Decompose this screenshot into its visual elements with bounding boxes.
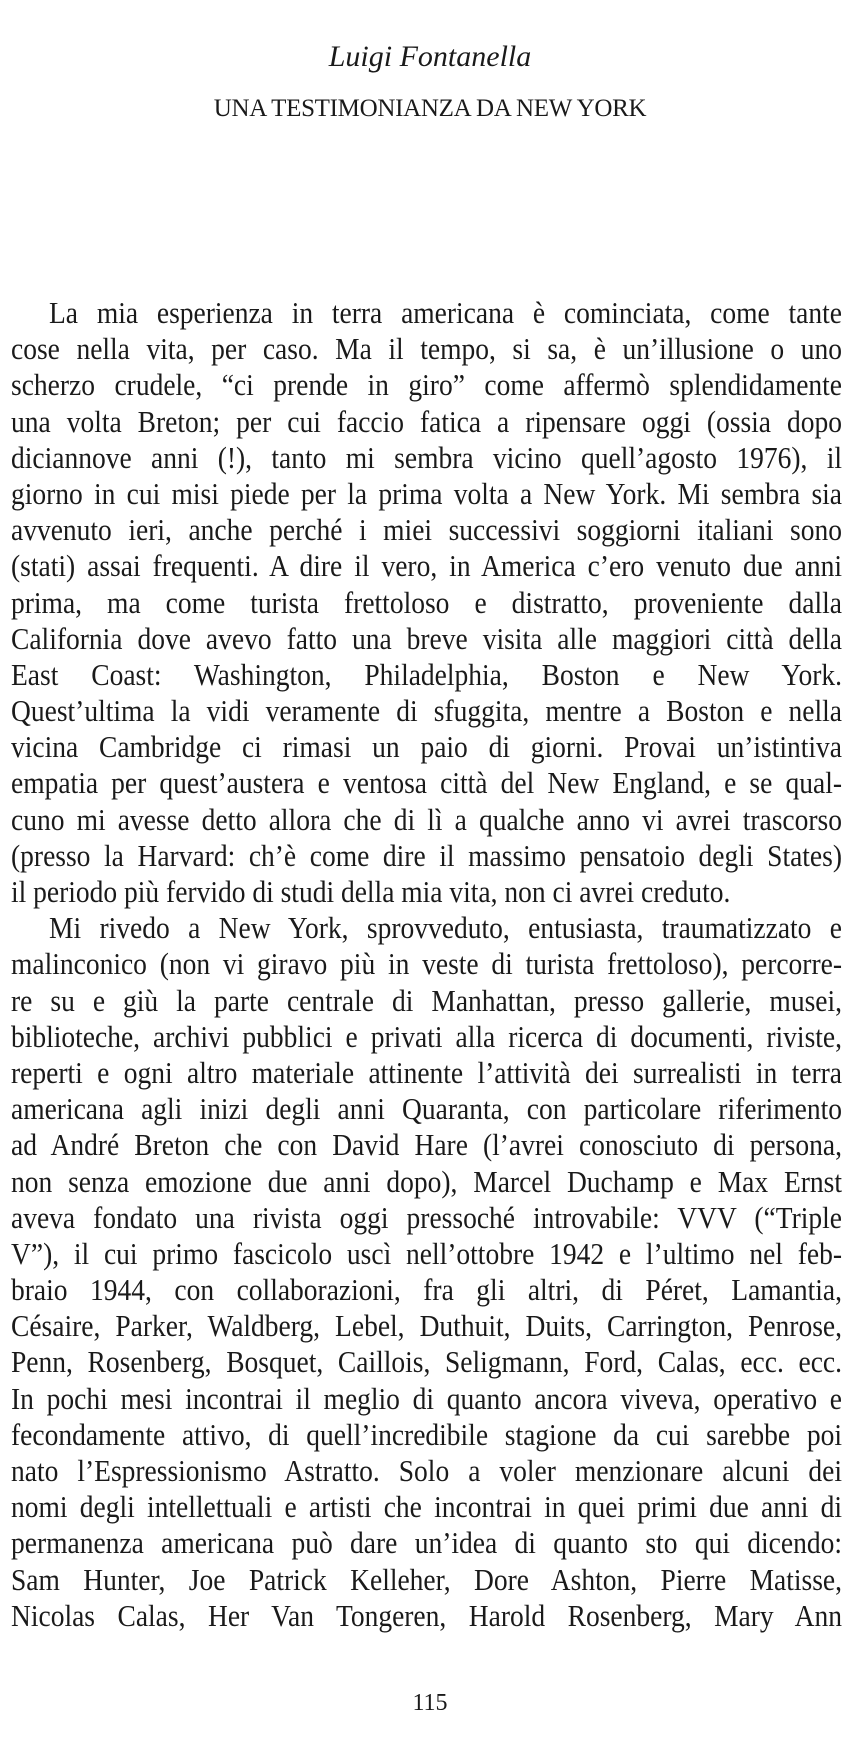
text-line: avvenuto ieri, anche perché i miei successivi soggiorni italiani sono bbox=[11, 512, 842, 547]
text-line: aveva fondato una rivista oggi pressoché introvabile: VVV (“Triple bbox=[11, 1200, 842, 1235]
text-line: non senza emozione due anni dopo), Marcel Duchamp e Max Ernst bbox=[11, 1163, 842, 1198]
body-text bbox=[11, 295, 842, 1634]
text-line: malinconico (non vi giravo più in veste di turista frettoloso), percorre- bbox=[11, 946, 842, 981]
article-title: UNA TESTIMONIANZA DA NEW YORK bbox=[213, 95, 647, 122]
text-line: giorno in cui misi piede per la prima volta a New York. Mi sembra sia bbox=[11, 476, 842, 511]
text-line: biblioteche, archivi pubblici e privati alla ricerca di documenti, riviste, bbox=[11, 1019, 842, 1054]
text-line: prima, ma come turista frettoloso e distratto, proveniente dalla bbox=[11, 584, 842, 619]
text-line: East Coast: Washington, Philadelphia, Boston e New York. bbox=[11, 657, 842, 692]
text-line: Sam Hunter, Joe Patrick Kelleher, Dore Ashton, Pierre Matisse, bbox=[11, 1561, 842, 1597]
text-line: reperti e ogni altro materiale attinente l’attività dei surrealisti in terra bbox=[11, 1055, 842, 1090]
text-line: Quest’ultima la vidi veramente di sfuggita, mentre a Boston e nella bbox=[11, 693, 842, 728]
text-line: scherzo crudele, “ci prende in giro” come affermò splendidamente bbox=[11, 367, 842, 402]
paragraph bbox=[11, 295, 842, 910]
text-line: cose nella vita, per caso. Ma il tempo, si sa, è un’illusione o uno bbox=[11, 331, 842, 366]
text-line: fecondamente attivo, di quell’incredibile stagione da cui sarebbe poi bbox=[11, 1417, 842, 1452]
text-line: In pochi mesi incontrai il meglio di quanto ancora viveva, operativo e bbox=[11, 1381, 842, 1416]
text-line: V”), il cui primo fascicolo uscì nell’ottobre 1942 e l’ultimo nel feb- bbox=[11, 1236, 842, 1271]
text-line: braio 1944, con collaborazioni, fra gli altri, di Péret, Lamantia, bbox=[11, 1272, 842, 1307]
text-line: empatia per quest’austera e ventosa città del New England, e se qual- bbox=[11, 765, 842, 800]
text-line: re su e giù la parte centrale di Manhattan, presso gallerie, musei, bbox=[11, 982, 842, 1018]
text-line: La mia esperienza in terra americana è cominciata, come tante bbox=[49, 295, 842, 330]
paragraph bbox=[11, 910, 842, 1634]
text-line: Penn, Rosenberg, Bosquet, Caillois, Seligmann, Ford, Calas, ecc. ecc. bbox=[11, 1344, 842, 1379]
text-line: California dove avevo fatto una breve visita alle maggiori città della bbox=[11, 621, 842, 656]
text-line: nomi degli intellettuali e artisti che incontrai in quei primi due anni di bbox=[11, 1489, 842, 1524]
text-line: ad André Breton che con David Hare (l’avrei conosciuto di persona, bbox=[11, 1127, 842, 1162]
text-line: Mi rivedo a New York, sprovveduto, entusiasta, traumatizzato e bbox=[49, 910, 842, 945]
page-number: 115 bbox=[412, 1690, 448, 1716]
text-line: vicina Cambridge ci rimasi un paio di giorni. Provai un’istintiva bbox=[11, 729, 842, 764]
text-line: una volta Breton; per cui faccio fatica a ripensare oggi (ossia dopo bbox=[11, 403, 842, 439]
author-name: Luigi Fontanella bbox=[328, 40, 532, 73]
text-line: americana agli inizi degli anni Quaranta, con particolare riferimento bbox=[11, 1091, 842, 1126]
text-line: Césaire, Parker, Waldberg, Lebel, Duthuit, Duits, Carrington, Penrose, bbox=[11, 1308, 842, 1343]
text-line: (presso la Harvard: ch’è come dire il massimo pensatoio degli States) bbox=[11, 838, 842, 873]
text-line: (stati) assai frequenti. A dire il vero, in America c’ero venuto due anni bbox=[11, 548, 842, 583]
text-line: nato l’Espressionismo Astratto. Solo a voler menzionare alcuni dei bbox=[11, 1453, 842, 1488]
text-line: permanenza americana può dare un’idea di quanto sto qui dicendo: bbox=[11, 1525, 842, 1560]
text-line: il periodo più fervido di studi della mia vita, non ci avrei creduto. bbox=[11, 874, 731, 909]
text-line: cuno mi avesse detto allora che di lì a qualche anno vi avrei trascorso bbox=[11, 802, 842, 837]
text-line: Nicolas Calas, Her Van Tongeren, Harold Rosenberg, Mary Ann bbox=[11, 1598, 842, 1633]
text-line: diciannove anni (!), tanto mi sembra vicino quell’agosto 1976), il bbox=[11, 440, 842, 475]
